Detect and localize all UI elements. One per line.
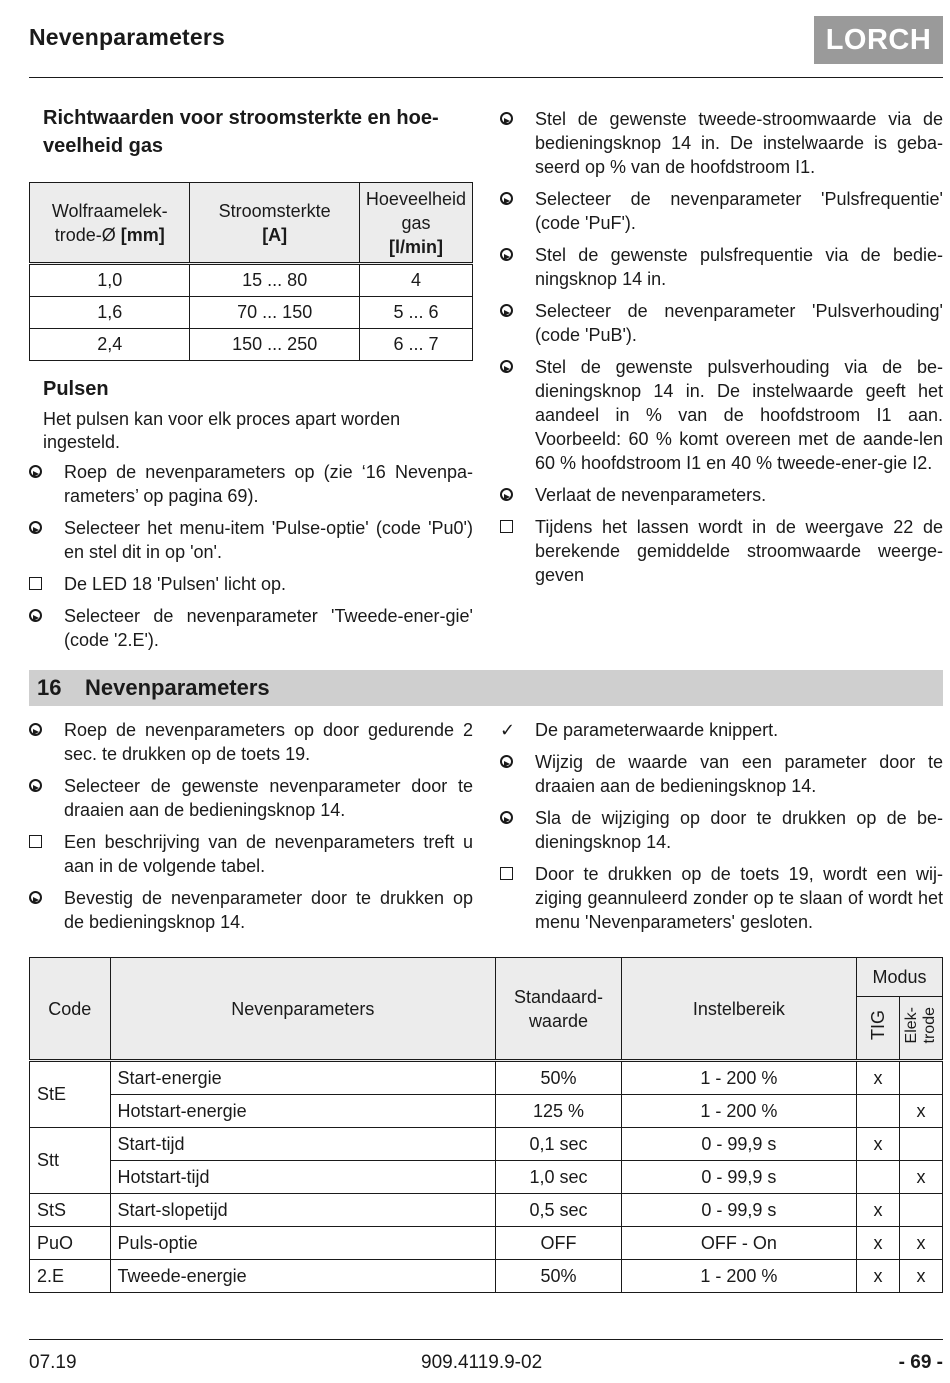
header-divider [29, 77, 943, 78]
list-item: Roep de nevenparameters op door gedurende 2 sec. te drukken op de toets 19. [29, 718, 473, 766]
table-row: StS Start-slopetijd 0,5 sec 0 - 99,9 s x [30, 1194, 943, 1227]
list-item: Roep de nevenparameters op (zie ‘16 Nevenpa-rameters’ op pagina 69). [29, 460, 473, 508]
col-header-elektrode: Elek- trode [899, 997, 942, 1061]
list-item: Tijdens het lassen wordt in de weergave 22 de berekende gemiddelde stroomwaarde weerge-geven [500, 515, 943, 587]
table-row: 1,6 70 ... 150 5 ... 6 [30, 297, 473, 329]
check-icon: ✓ [500, 720, 516, 740]
list-item: Stel de gewenste pulsverhouding via de be-dieningsknop 14 in. De instelwaarde geeft het aandeel in % van de hoofdstroom I1 aan. Voorbeeld: 60 % komt overeen met de aande-len 60 % hoofdstroom I1 en 40 % tweede-ener-gie I2. [500, 355, 943, 475]
arrow-step-icon [500, 755, 513, 768]
result-box-icon [500, 520, 513, 533]
guide-values-heading: Richtwaarden voor stroomsterkte en hoe- veelheid gas [43, 107, 439, 157]
arrow-step-icon [29, 609, 42, 622]
page-title: Nevenparameters [29, 24, 226, 50]
page-number: - 69 - [898, 1352, 943, 1373]
pulsen-steps [29, 460, 473, 660]
table-row: 2,4 150 ... 250 6 ... 7 [30, 329, 473, 361]
col-header-code: Code [30, 958, 111, 1061]
section-heading [29, 670, 943, 706]
col-header-param: Nevenparameters [110, 958, 496, 1061]
code-cell: PuO [30, 1227, 111, 1260]
list-item: Sla de wijziging op door te drukken op de be-dieningsknop 14. [500, 806, 943, 854]
footer-doc-number: 909.4119.9-02 [421, 1352, 543, 1373]
code-cell: 2.E [30, 1260, 111, 1293]
result-box-icon [500, 867, 513, 880]
arrow-step-icon [29, 723, 42, 736]
list-item: Selecteer het menu-item 'Pulse-optie' (code 'Pu0') en stel dit in op 'on'. [29, 516, 473, 564]
col-header-modus: Modus [857, 958, 943, 997]
arrow-step-icon [29, 465, 42, 478]
list-item: Stel de gewenste tweede-stroomwaarde via de bedieningsknop 14 in. De instelwaarde is geba-seerd op % van de hoofdstroom I1. [500, 107, 943, 179]
col-header-gas: Hoeveelheid gas [l/min] [359, 183, 472, 264]
pulse-settings-steps [500, 107, 943, 595]
section-steps-right [500, 718, 943, 942]
col-header-electrode: Wolfraamelek- trode-Ø [mm] [30, 183, 190, 264]
list-item: Een beschrijving van de nevenparameters treft u aan in de volgende tabel. [29, 830, 473, 878]
brand-logo: LORCH [814, 16, 943, 64]
table-row: 2.E Tweede-energie 50% 1 - 200 % x x [30, 1260, 943, 1293]
code-cell: StS [30, 1194, 111, 1227]
list-item: Bevestig de nevenparameter door te drukken op de bedieningsknop 14. [29, 886, 473, 934]
arrow-step-icon [29, 891, 42, 904]
list-item: Selecteer de nevenparameter 'Pulsverhouding' (code 'PuB'). [500, 299, 943, 347]
list-item: ✓ De parameterwaarde knippert. [500, 720, 779, 740]
arrow-step-icon [29, 521, 42, 534]
arrow-step-icon [500, 360, 513, 373]
result-box-icon [29, 835, 42, 848]
section-title: Nevenparameters [85, 675, 270, 700]
list-item: Selecteer de gewenste nevenparameter door te draaien aan de bedieningsknop 14. [29, 774, 473, 822]
arrow-step-icon [500, 112, 513, 125]
footer-date: 07.19 [29, 1352, 77, 1373]
pulsen-heading: Pulsen [43, 378, 109, 400]
list-item: Selecteer de nevenparameter 'Pulsfrequentie' (code 'PuF'). [500, 187, 943, 235]
list-item: De LED 18 'Pulsen' licht op. [29, 572, 473, 596]
footer-divider [29, 1339, 943, 1340]
arrow-step-icon [500, 192, 513, 205]
table-row: 1,0 15 ... 80 4 [30, 264, 473, 297]
list-item: Stel de gewenste pulsfrequentie via de bedie-ningsknop 14 in. [500, 243, 943, 291]
table-row: PuO Puls-optie OFF OFF - On x x [30, 1227, 943, 1260]
code-cell: StE [30, 1061, 111, 1128]
arrow-step-icon [29, 779, 42, 792]
col-header-current: Stroomsterkte [A] [190, 183, 359, 264]
col-header-default: Standaard- waarde [496, 958, 622, 1061]
list-item: Wijzig de waarde van een parameter door te draaien aan de bedieningsknop 14. [500, 750, 943, 798]
table-row: Hotstart-energie 125 % 1 - 200 % x [30, 1095, 943, 1128]
list-item: Selecteer de nevenparameter 'Tweede-ener-gie' (code '2.E'). [29, 604, 473, 652]
parameter-table [29, 957, 943, 1293]
section-steps-left [29, 718, 473, 942]
col-header-tig: TIG [857, 997, 900, 1061]
section-number: 16 [37, 675, 62, 700]
list-item: Verlaat de nevenparameters. [500, 483, 943, 507]
table-row: Hotstart-tijd 1,0 sec 0 - 99,9 s x [30, 1161, 943, 1194]
list-item: Door te drukken op de toets 19, wordt een wij-ziging geannuleerd zonder op te slaan of wordt het menu 'Nevenparameters' gesloten. [500, 862, 943, 934]
guide-values-table [29, 182, 473, 361]
table-row: Stt Start-tijd 0,1 sec 0 - 99,9 s x [30, 1128, 943, 1161]
result-box-icon [29, 577, 42, 590]
col-header-range: Instelbereik [621, 958, 856, 1061]
arrow-step-icon [500, 488, 513, 501]
arrow-step-icon [500, 304, 513, 317]
arrow-step-icon [500, 248, 513, 261]
pulsen-text: Het pulsen kan voor elk proces apart worden ingesteld. [43, 409, 401, 452]
arrow-step-icon [500, 811, 513, 824]
code-cell: Stt [30, 1128, 111, 1194]
table-row: StE Start-energie 50% 1 - 200 % x [30, 1061, 943, 1095]
